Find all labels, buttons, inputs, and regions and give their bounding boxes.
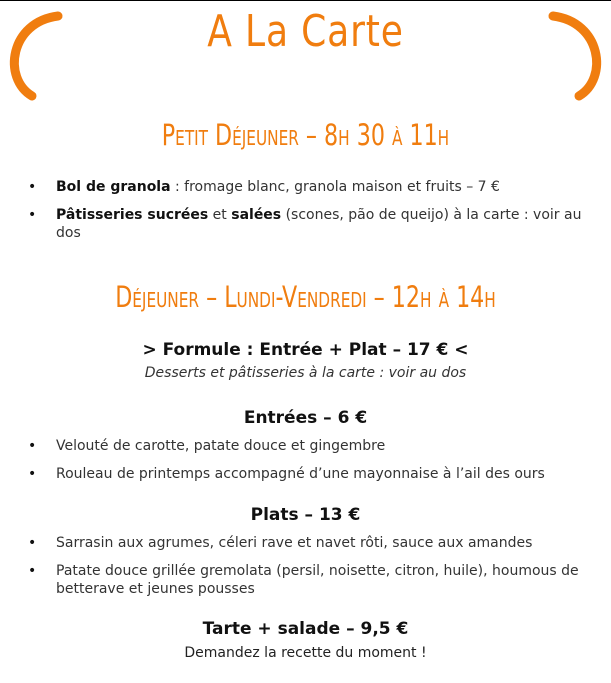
tarte-title: Tarte + salade – 9,5 € [202,619,409,639]
list-item: • Velouté de carotte, patate douce et gingembre [28,437,608,455]
tarte-note: Demandez la recette du moment ! [184,645,427,661]
formula-note: Desserts et pâtisseries à la carte : voir au dos [144,365,467,381]
breakfast-heading: Petit Déjeuner – 8h 30 à 11h [161,118,450,152]
list-item: • Rouleau de printemps accompagné d’une mayonnaise à l’ail des ours [28,465,608,483]
plats-title: Plats – 13 € [250,505,361,525]
entrees-list [28,437,608,493]
formula-line: > Formule : Entrée + Plat – 17 € < [142,340,469,360]
top-border-line [0,0,611,1]
list-item: • Patate douce grillée gremolata (persil, noisette, citron, huile), houmous de betterave et jeunes pousses [28,562,598,598]
right-parenthesis-decoration [547,8,611,104]
lunch-heading: Déjeuner – Lundi-Vendredi – 12h à 14h [115,280,496,314]
menu-title: A La Carte [207,6,404,57]
list-item: • Bol de granola : fromage blanc, granola maison et fruits – 7 € [28,178,598,196]
entrees-title: Entrées – 6 € [243,408,368,428]
list-item: • Pâtisseries sucrées et salées (scones, pão de queijo) à la carte : voir au dos [28,206,598,242]
breakfast-list [28,178,598,252]
plats-list [28,534,598,608]
list-item: • Sarrasin aux agrumes, céleri rave et navet rôti, sauce aux amandes [28,534,598,552]
